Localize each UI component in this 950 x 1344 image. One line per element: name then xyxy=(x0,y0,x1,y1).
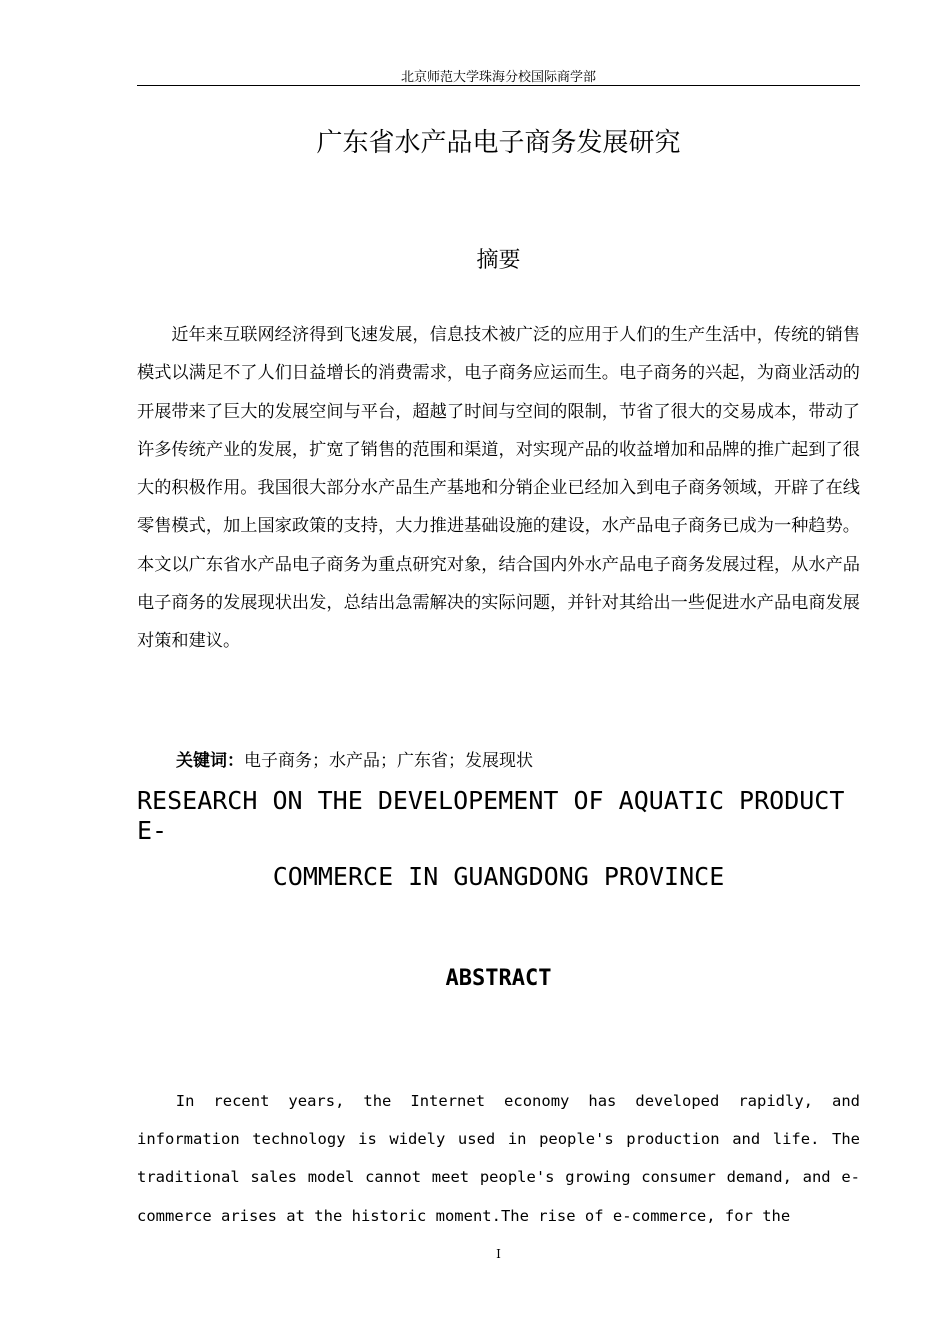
abstract-body-en: In recent years, the Internet economy has developed rapidly, and information technology is widely used in people's production and life. The traditional sales model cannot meet people's growing consumer demand, and e-commerce arises at the historic moment.The rise of e-commerce, for the xyxy=(137,1092,860,1225)
page-number: I xyxy=(496,1247,501,1261)
abstract-heading-en: ABSTRACT xyxy=(445,966,552,991)
page-title: 广东省水产品电子商务发展研究 xyxy=(316,128,681,158)
keywords-label: 关键词： xyxy=(176,751,244,771)
keywords-line xyxy=(176,748,860,774)
english-title-line-1: RESEARCH ON THE DEVELOPEMENT OF AQUATIC PRODUCT E- xyxy=(137,786,845,845)
running-header: 北京师范大学珠海分校国际商学部 xyxy=(400,70,596,85)
english-title-line-2: COMMERCE IN GUANGDONG PROVINCE xyxy=(272,862,725,891)
keywords-terms: 电子商务；水产品；广东省；发展现状 xyxy=(244,751,533,771)
abstract-heading-cn: 摘要 xyxy=(476,248,521,273)
abstract-body-cn: 近年来互联网经济得到飞速发展，信息技术被广泛的应用于人们的生产生活中，传统的销售模式以满足不了人们日益增长的消费需求，电子商务应运而生。电子商务的兴起，为商业活动的开展带来了巨大的发展空间与平台，超越了时间与空间的限制，节省了很大的交易成本，带动了许多传统产业的发展，扩宽了销售的范围和渠道，对实现产品的收益增加和品牌的推广起到了很大的积极作用。我国很大部分水产品生产基地和分销企业已经加入到电子商务领域，开辟了在线零售模式，加上国家政策的支持，大力推进基础设施的建设，水产品电子商务已成为一种趋势。本文以广东省水产品电子商务为重点研究对象，结合国内外水产品电子商务发展过程，从水产品电子商务的发展现状出发，总结出急需解决的实际问题，并针对其给出一些促进水产品电商发展对策和建议。 xyxy=(137,325,860,652)
header-divider xyxy=(137,85,860,86)
